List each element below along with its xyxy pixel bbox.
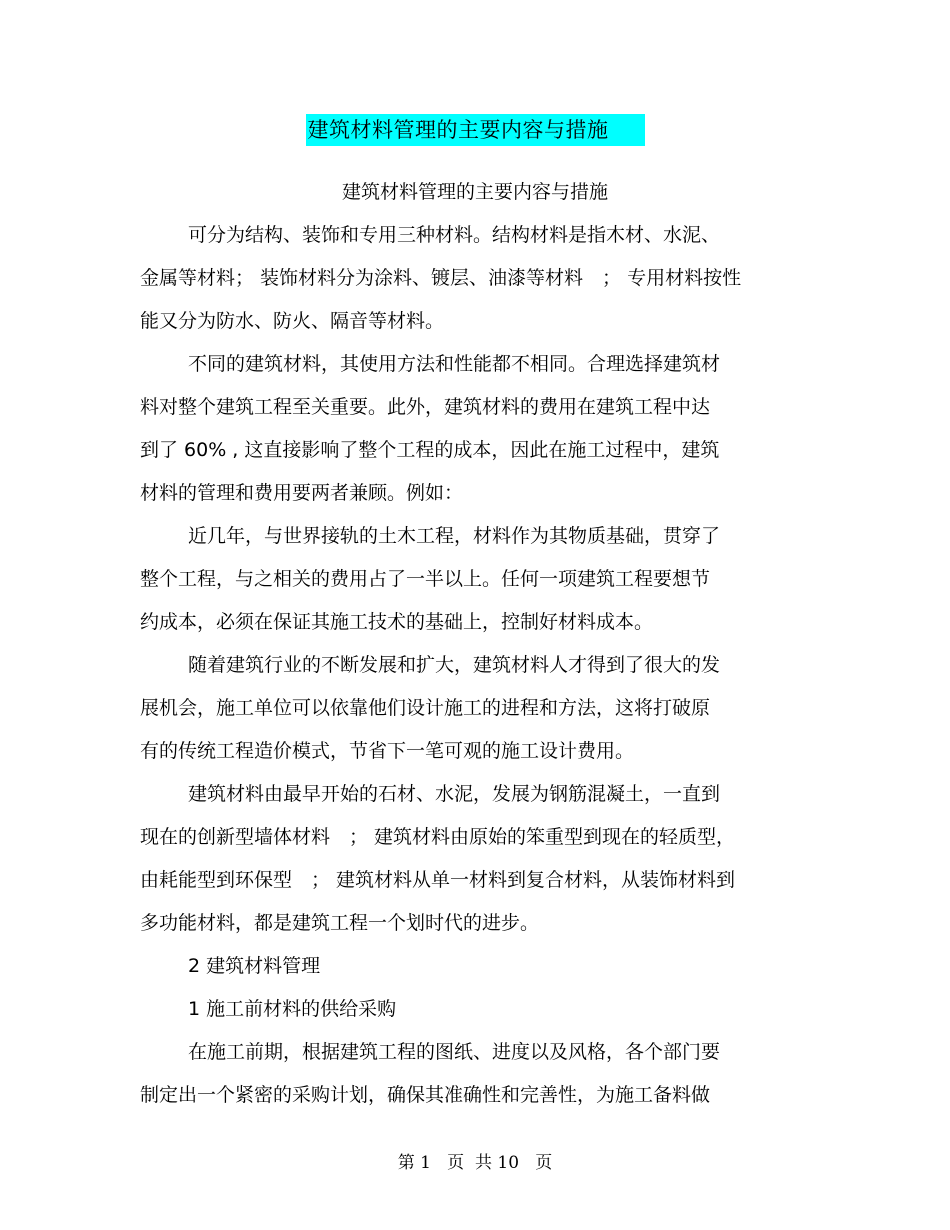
body-line: 制定出一个紧密的采购计划，确保其准确性和完善性，为施工备料做 (140, 1084, 711, 1106)
body-line: 料对整个建筑工程至关重要。此外，建筑材料的费用在建筑工程中达 (140, 396, 711, 418)
subsection-heading: 1 施工前材料的供给采购 (188, 998, 397, 1020)
body-line: 随着建筑行业的不断发展和扩大，建筑材料人才得到了很大的发 (188, 654, 721, 676)
body-line: 可分为结构、装饰和专用三种材料。结构材料是指木材、水泥、 (188, 224, 721, 246)
body-line: 金属等材料； 装饰材料分为涂料、镀层、油漆等材料 ； 专用材料按性 (140, 267, 742, 289)
body-line: 能又分为防水、防火、隔音等材料。 (140, 310, 445, 332)
body-line: 近几年，与世界接轨的土木工程，材料作为其物质基础，贯穿了 (188, 525, 721, 547)
body-line: 展机会，施工单位可以依靠他们设计施工的进程和方法，这将打破原 (140, 697, 711, 719)
body-line: 多功能材料，都是建筑工程一个划时代的进步。 (140, 912, 540, 934)
body-line: 在施工前期，根据建筑工程的图纸、进度以及风格，各个部门要 (188, 1041, 721, 1063)
body-line: 约成本，必须在保证其施工技术的基础上，控制好材料成本。 (140, 611, 654, 633)
body-line: 有的传统工程造价模式，节省下一笔可观的施工设计费用。 (140, 740, 635, 762)
section-heading: 2 建筑材料管理 (188, 955, 321, 977)
body-line: 整个工程，与之相关的费用占了一半以上。任何一项建筑工程要想节 (140, 568, 711, 590)
title-block (0, 114, 950, 146)
body-line: 建筑材料由最早开始的石材、水泥，发展为钢筋混凝土，一直到 (188, 783, 721, 805)
body-line: 到了 60% , 这直接影响了整个工程的成本，因此在施工过程中，建筑 (140, 439, 720, 461)
document-subtitle: 建筑材料管理的主要内容与措施 (341, 181, 608, 203)
page-footer: 第 1 页 共 10 页 (397, 1153, 553, 1173)
body-line: 现在的创新型墙体材料 ； 建筑材料由原始的笨重型到现在的轻质型， (140, 826, 736, 848)
body-line: 材料的管理和费用要两者兼顾。例如： (140, 482, 464, 504)
body-line: 由耗能型到环保型 ； 建筑材料从单一材料到复合材料，从装饰材料到 (140, 869, 736, 891)
document-title: 建筑材料管理的主要内容与措施 (306, 114, 645, 146)
body-line: 不同的建筑材料，其使用方法和性能都不相同。合理选择建筑材 (188, 353, 721, 375)
